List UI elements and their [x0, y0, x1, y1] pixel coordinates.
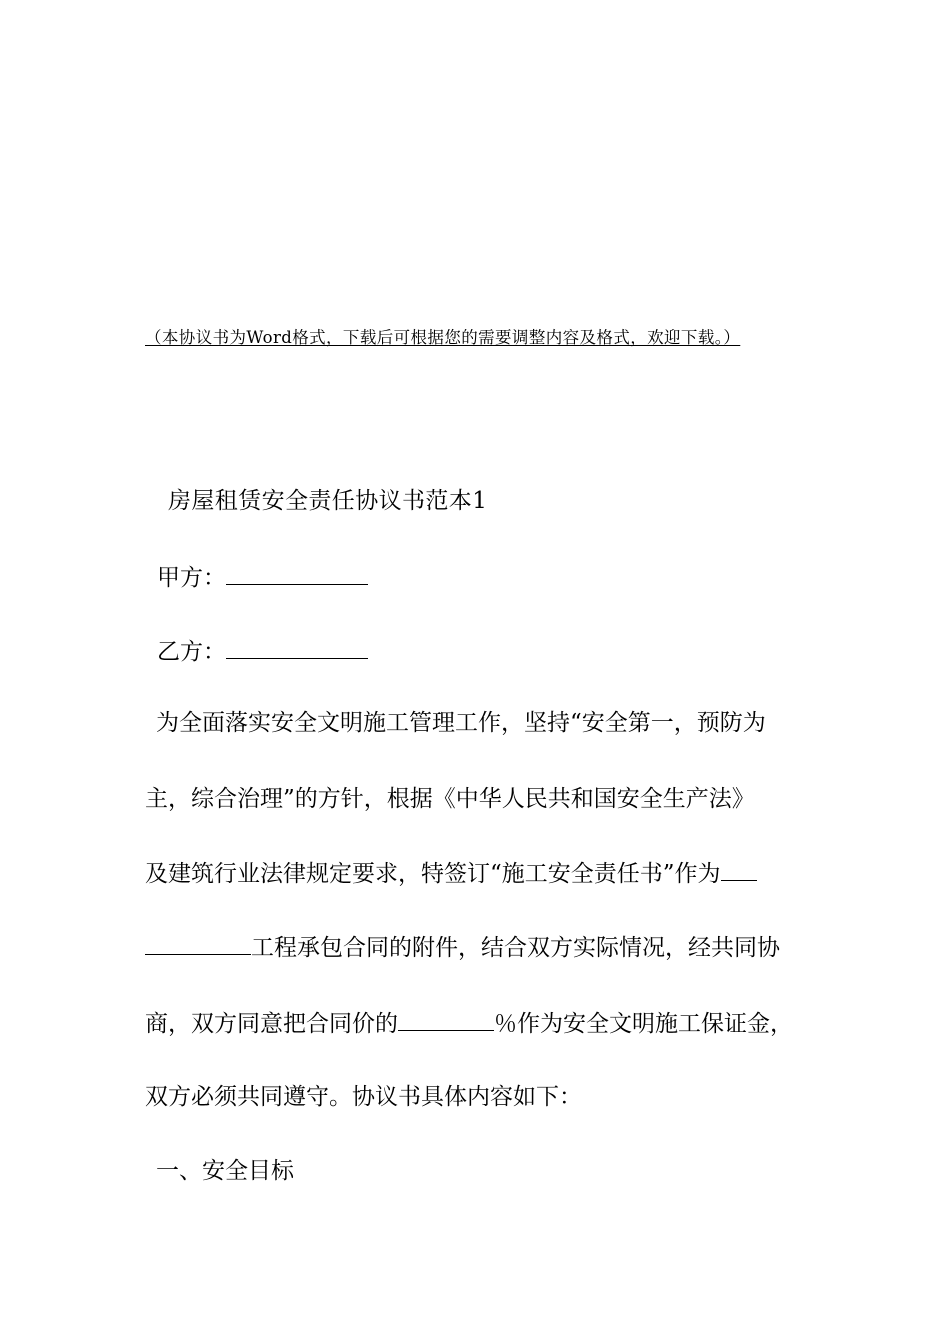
download-note: （本协议书为Word格式，下载后可根据您的需要调整内容及格式，欢迎下载。） [145, 328, 741, 347]
paragraph-line-2: 主，综合治理”的方针，根据《中华人民共和国安全生产法》 [145, 786, 755, 812]
paragraph-line-5-text-b: ％作为安全文明施工保证金， [494, 1011, 793, 1037]
party-a-blank [226, 562, 368, 585]
party-a-label: 甲方： [157, 565, 226, 591]
party-b-label: 乙方： [157, 639, 226, 665]
paragraph-line-5-text-a: 商，双方同意把合同价的 [145, 1011, 398, 1037]
paragraph-line-1: 为全面落实安全文明施工管理工作，坚持“安全第一，预防为 [156, 710, 766, 736]
party-a-line [157, 562, 368, 593]
project-name-blank-end [145, 932, 251, 955]
party-b-line [157, 636, 368, 667]
paragraph-line-4 [145, 932, 780, 963]
paragraph-line-3 [145, 858, 757, 889]
paragraph-line-5 [145, 1008, 793, 1039]
section-heading-safety-goal: 一、安全目标 [156, 1158, 294, 1184]
project-name-blank-start [721, 858, 757, 881]
deposit-percent-blank [398, 1008, 494, 1031]
paragraph-line-6: 双方必须共同遵守。协议书具体内容如下： [145, 1084, 582, 1110]
document-title: 房屋租赁安全责任协议书范本1 [168, 488, 488, 514]
party-b-blank [226, 636, 368, 659]
paragraph-line-4-text: 工程承包合同的附件，结合双方实际情况，经共同协 [251, 935, 780, 961]
paragraph-line-3-text: 及建筑行业法律规定要求，特签订“施工安全责任书”作为 [145, 861, 721, 887]
